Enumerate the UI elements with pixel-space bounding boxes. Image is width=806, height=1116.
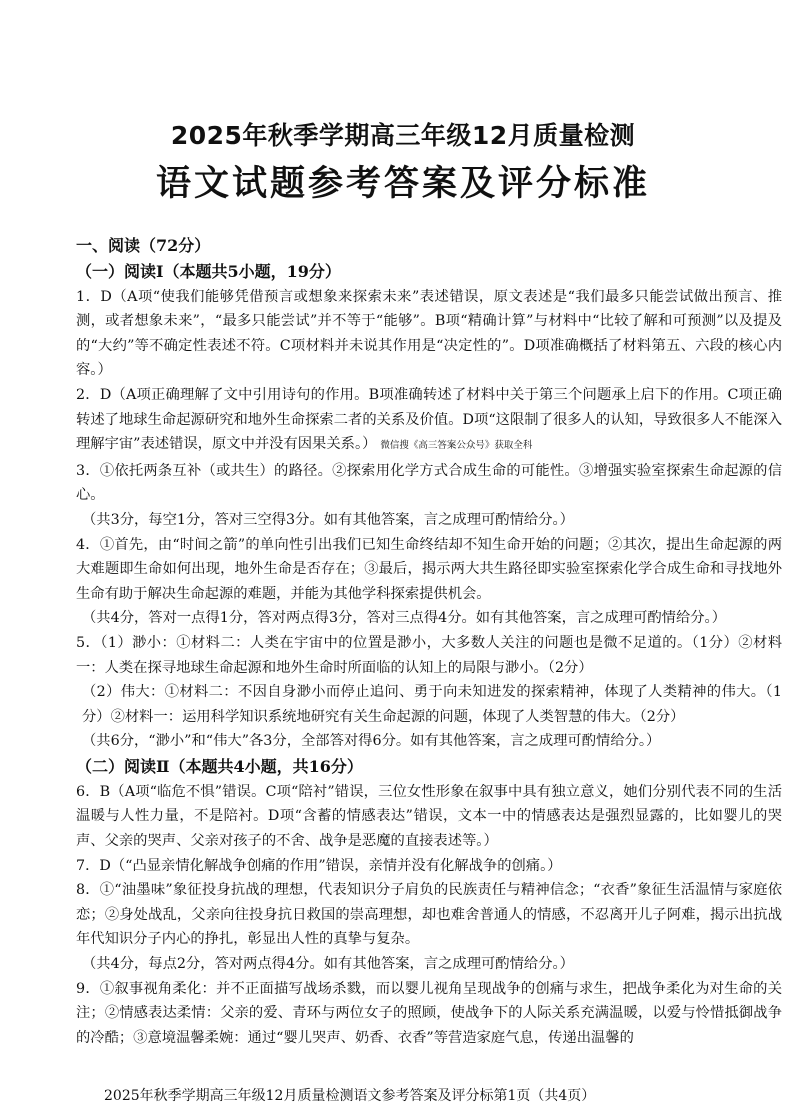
subsection-heading-reading-1: （一）阅读Ⅰ（本题共5小题，19分） bbox=[76, 261, 341, 281]
answer-q2 bbox=[76, 383, 782, 459]
answer-q5-part1: 5．（1）渺小：①材料二：人类在宇宙中的位置是渺小，大多数人关注的问题也是微不足道的。（1分）②材料一：人类在探寻地球生命起源和地外生命时所面临的认知上的局限与渺小。（2分） bbox=[76, 634, 782, 676]
answer-body bbox=[76, 232, 782, 1050]
answer-q4: 4．①首先，由“时间之箭”的单向性引出我们已知生命终结却不知生命开始的问题；②其次，提出生命起源的两大难题即生命如何出现，地外生命是否存在；③最后，揭示两大共生路径即实验室探索化学合成生命和寻找地外生命有助于解决生命起源的难题，并能为其他学科探索提供机会。 bbox=[76, 536, 782, 602]
answer-q9: 9．①叙事视角柔化：并不正面描写战场杀戮，而以婴儿视角呈现战争的创痛与求生，把战争柔化为对生命的关注；②情感表达柔情：父亲的爱、青环与两位女子的照顾，使战争下的人际关系充满温暖，以爱与怜惜抵御战争的冷酷；③意境温馨柔婉：通过“婴儿哭声、奶香、衣香”等营造家庭气息，传递出温馨的 bbox=[76, 980, 782, 1046]
scoring-q5: （共6分，“渺小”和“伟大”各3分，全部答对得6分。如有其他答案，言之成理可酌情给分。） bbox=[82, 733, 661, 750]
scoring-q3: （共3分，每空1分，答对三空得3分。如有其他答案，言之成理可酌情给分。） bbox=[82, 511, 574, 528]
scoring-q8: （共4分，每点2分，答对两点得4分。如有其他答案，言之成理可酌情给分。） bbox=[82, 956, 574, 973]
answer-q7: 7．D（“凸显亲情化解战争创痛的作用”错误，亲情并没有化解战争的创痛。） bbox=[76, 857, 562, 874]
exam-title: 2025年秋季学期高三年级12月质量检测 bbox=[170, 121, 636, 150]
page-footer: 2025年秋季学期高三年级12月质量检测语文参考答案及评分标第1页（共4页） bbox=[104, 1088, 596, 1104]
answer-q8: 8．①“油墨味”象征投身抗战的理想，代表知识分子肩负的民族责任与精神信念；“衣香”象征生活温情与家庭依恋；②身处战乱，父亲向往投身抗日救国的崇高理想，却也难舍普通人的情感，不忍离开儿子阿难，揭示出抗战年代知识分子内心的挣扎，彰显出人性的真挚与复杂。 bbox=[76, 882, 782, 948]
answer-q2-text: 2．D（A项正确理解了文中引用诗句的作用。B项准确转述了材料中关于第三个问题承上启下的作用。C项正确转述了地球生命起源研究和地外生命探索二者的关系及价值。D项“这限制了很多人的认知，导致很多人不能深入理解宇宙”表述错误，原文中并没有因果关系。） bbox=[76, 386, 782, 453]
subsection-heading-reading-2: （二）阅读Ⅱ（本题共4小题，共16分） bbox=[76, 756, 363, 776]
scoring-q4: （共4分，答对一点得1分，答对两点得3分，答对三点得4分。如有其他答案，言之成理可酌情给分。） bbox=[82, 610, 726, 627]
answer-q6: 6．B（A项“临危不惧”错误。C项“陪衬”错误，三位女性形象在叙事中具有独立意义，她们分别代表不同的生活温暖与人性力量，不是陪衬。D项“含蓄的情感表达”错误，文本一中的情感表达是强烈显露的，比如婴儿的哭声、父亲的哭声、父亲对孩子的不舍、战争是恶魔的直接表述等。） bbox=[76, 783, 782, 850]
section-heading-reading: 一、阅读（72分） bbox=[76, 236, 211, 255]
answer-q5-part2: （2）伟大：①材料二：不因自身渺小而停止追问、勇于向未知进发的探索精神，体现了人类精神的伟大。（1分）②材料一：运用科学知识系统地研究有关生命起源的问题，体现了人类智慧的伟大。（2分） bbox=[82, 684, 782, 725]
watermark-note: 微信搜《高三答案公众号》获取全科 bbox=[380, 440, 533, 452]
answer-q3: 3．①依托两条互补（或共生）的路径。②探索用化学方式合成生命的可能性。③增强实验室探索生命起源的信心。 bbox=[76, 462, 782, 504]
answer-q1: 1．D（A项“使我们能够凭借预言或想象来探索未来”表述错误，原文表述是“我们最多只能尝试做出预言、推测，或者想象未来”，“最多只能尝试”并不等于“能够”。B项“精确计算”与材料中“比较了解和可预测”以及提及的“大约”等不确定性表述不符。C项材料并未说其作用是“决定性的”。D项准确概括了材料第五、六段的核心内容。） bbox=[76, 288, 782, 379]
document-title: 语文试题参考答案及评分标准 bbox=[155, 164, 650, 204]
